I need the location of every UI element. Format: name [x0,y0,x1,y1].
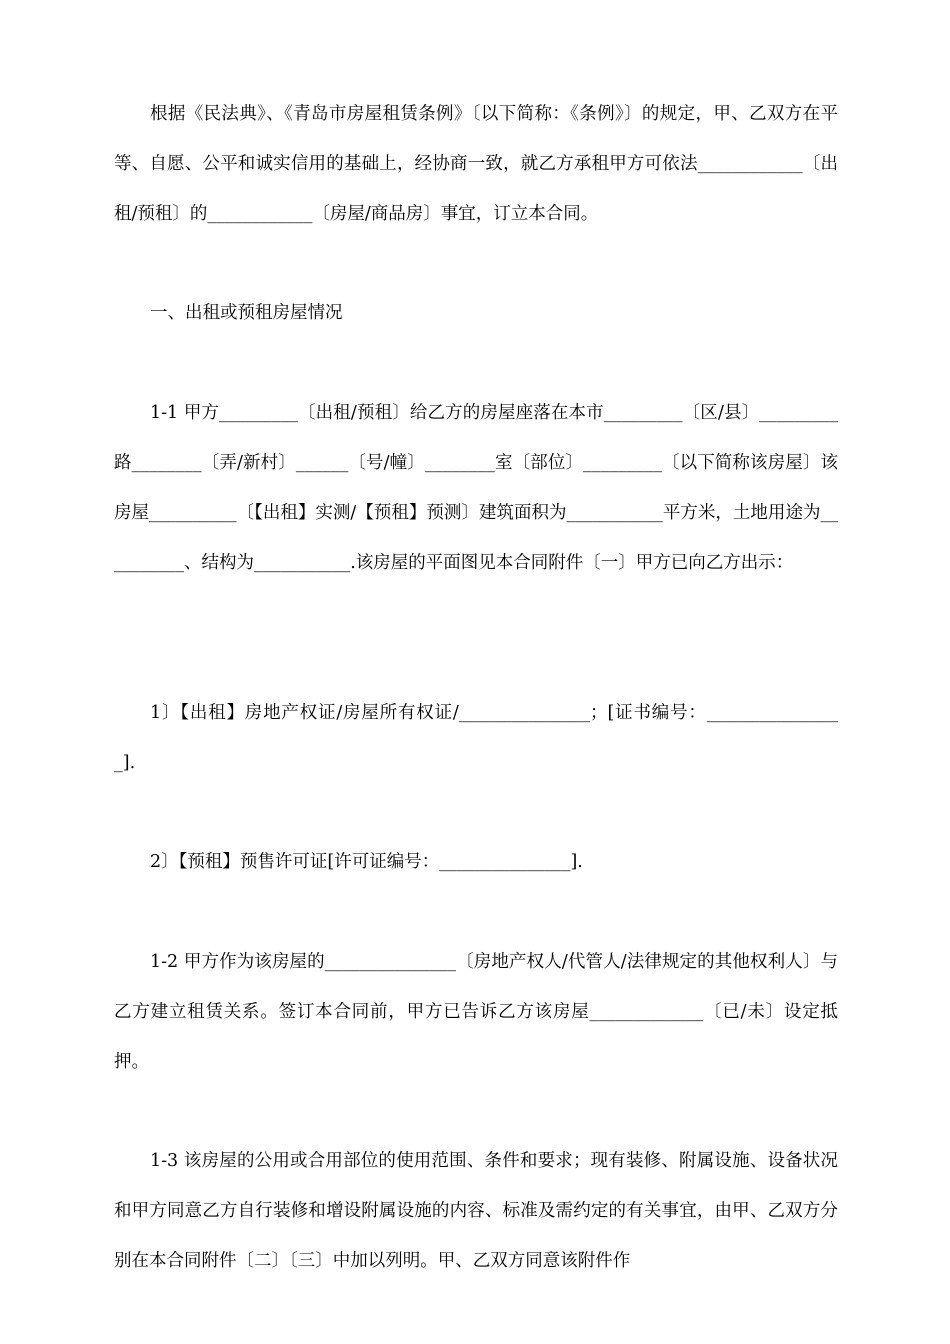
clause-1-3: 1-3 该房屋的公用或合用部位的使用范围、条件和要求；现有装修、附属设施、设备状况和甲方同意乙方自行装修和增设附属设施的内容、标准及需约定的有关事宜，由甲、乙双方分别在本合同附件〔二〕〔三〕中加以列明。甲、乙双方同意该附件作 [114,1151,838,1271]
clause-1-1-item-2: 2〕【预租】预售许可证[许可证编号：_______________]. [150,852,583,872]
section-heading-1: 一、出租或预租房屋情况 [150,303,343,323]
clause-1-1-item-1: 1〕【出租】房地产权证/房屋所有权证/_______________；[证书编号：________________]. [114,703,838,773]
clause-1-2: 1-2 甲方作为该房屋的_______________〔房地产权人/代管人/法律规定的其他权利人〕与乙方建立租赁关系。签订本合同前，甲方已告诉乙方该房屋_____________〔已/未〕设定抵押。 [114,952,838,1072]
paragraph-preamble: 根据《民法典》、《青岛市房屋租赁条例》〔以下简称：《条例》〕的规定，甲、乙双方在平等、自愿、公平和诚实信用的基础上，经协商一致，就乙方承租甲方可依法____________〔出租/预租〕的____________〔房屋/商品房〕事宜，订立本合同。 [114,104,838,224]
clause-1-1: 1-1 甲方_________〔出租/预租〕给乙方的房屋座落在本市_________〔区/县〕_________路________〔弄/新村〕______〔号/幢〕________室〔部位〕_________〔以下简称该房屋〕该房屋__________〔【出租】实测/【预租】预测〕建筑面积为___________平方米，土地用途为__________、结构为___________.该房屋的平面图见本合同附件〔一〕甲方已向乙方出示： [114,403,838,573]
